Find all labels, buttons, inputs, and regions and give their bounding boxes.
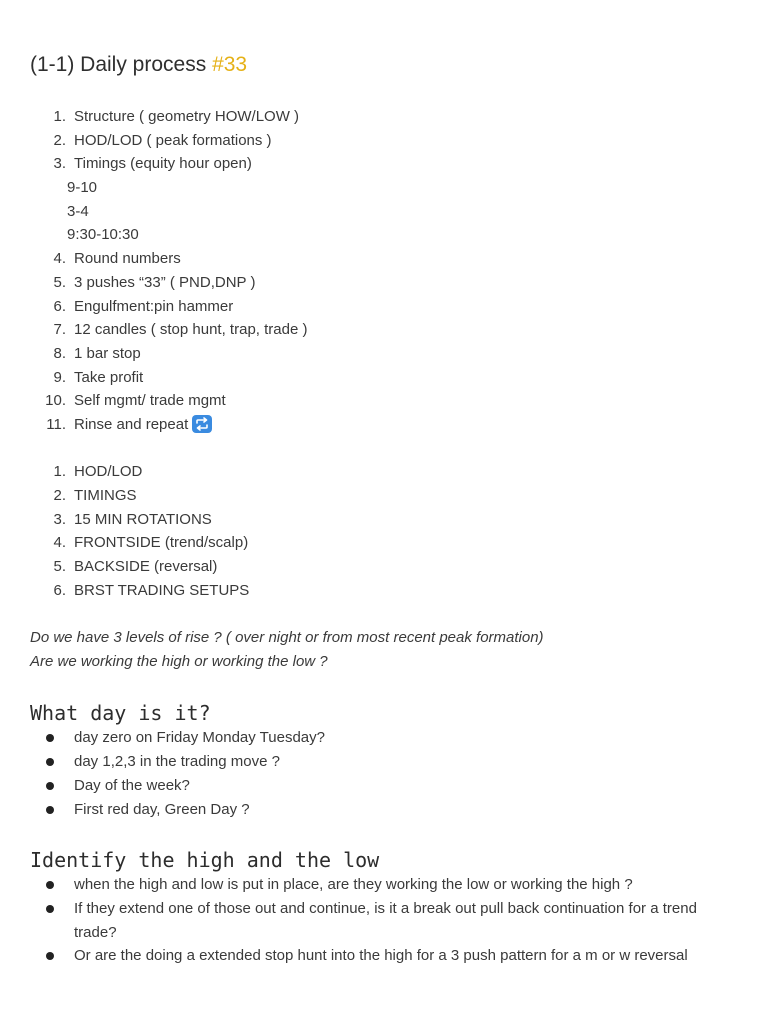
bullet-icon — [46, 734, 54, 742]
list-item — [30, 726, 738, 750]
list-text: Rinse and repeat — [74, 415, 189, 433]
list-text: Engulfment:pin hammer — [74, 297, 234, 315]
bullet-text: First red day, Green Day ? — [74, 800, 250, 818]
list-item — [30, 484, 738, 508]
list-number: 6. — [53, 581, 66, 599]
list-item — [30, 389, 738, 413]
list-text: Take profit — [74, 368, 144, 386]
list-item — [30, 774, 738, 798]
timing-line: 3-4 — [67, 202, 89, 220]
bullet-icon — [46, 881, 54, 889]
list-text: Self mgmt/ trade mgmt — [74, 392, 226, 410]
list-item — [30, 579, 738, 603]
page-title — [30, 52, 738, 78]
list-item — [30, 750, 738, 774]
list-item — [30, 247, 738, 271]
process-list-continued — [30, 247, 738, 437]
list-item — [30, 152, 738, 176]
bullet-icon — [46, 905, 54, 913]
list-item — [30, 413, 738, 437]
list-number: 6. — [53, 297, 66, 315]
list-item — [30, 531, 738, 555]
list-text: HOD/LOD — [74, 463, 143, 481]
spacer — [30, 437, 738, 461]
list-item — [30, 897, 738, 944]
list-number: 11. — [46, 415, 66, 433]
list-item — [30, 460, 738, 484]
list-item — [30, 271, 738, 295]
repeat-icon — [192, 415, 212, 433]
list-text: Round numbers — [74, 250, 181, 268]
list-item — [30, 129, 738, 153]
list-number: 5. — [53, 558, 66, 576]
bullet-text: Day of the week? — [74, 776, 190, 794]
list-item — [30, 555, 738, 579]
list-text: HOD/LOD ( peak formations ) — [74, 131, 272, 149]
focus-list — [30, 460, 738, 602]
bullet-icon — [46, 952, 54, 960]
list-number: 1. — [53, 463, 66, 481]
question-line: Are we working the high or working the low ? — [30, 653, 328, 671]
bullet-text: when the high and low is put in place, are they working the low or working the high ? — [74, 876, 633, 894]
bullet-icon — [46, 782, 54, 790]
bullet-icon — [46, 806, 54, 814]
day-bullets — [30, 726, 738, 821]
list-item — [30, 873, 738, 897]
list-text: 15 MIN ROTATIONS — [74, 510, 212, 528]
bullet-text: day 1,2,3 in the trading move ? — [74, 753, 280, 771]
list-number: 1. — [53, 108, 66, 125]
list-number: 8. — [53, 344, 66, 362]
title-tag: #33 — [212, 53, 248, 76]
list-text: 1 bar stop — [74, 344, 141, 362]
list-number: 2. — [53, 131, 66, 149]
list-item — [30, 366, 738, 390]
question-line: Do we have 3 levels of rise ? ( over night or from most recent peak formation) — [30, 629, 544, 647]
process-list — [30, 105, 738, 176]
list-text: FRONTSIDE (trend/scalp) — [74, 534, 249, 552]
section-heading-day: What day is it? — [30, 701, 211, 726]
high-low-bullets — [30, 873, 738, 968]
list-number: 3. — [53, 155, 66, 173]
list-item — [30, 342, 738, 366]
list-item — [30, 944, 738, 968]
bullet-text: If they extend one of those out and continue, is it a break out pull back continuation for a trend trade? — [74, 899, 697, 941]
list-text: Structure ( geometry HOW/LOW ) — [74, 108, 300, 125]
bullet-text: Or are the doing a extended stop hunt into the high for a 3 push pattern for a m or w reversal — [74, 947, 688, 965]
list-number: 4. — [53, 534, 66, 552]
bullet-icon — [46, 758, 54, 766]
list-item — [30, 508, 738, 532]
list-number: 9. — [53, 368, 66, 386]
list-item — [30, 105, 738, 129]
bullet-text: day zero on Friday Monday Tuesday? — [74, 729, 325, 747]
timing-line: 9-10 — [67, 179, 98, 197]
list-item — [30, 295, 738, 319]
title-text: (1-1) Daily process — [30, 53, 213, 76]
section-heading-high-low: Identify the high and the low — [30, 848, 380, 873]
list-text: TIMINGS — [74, 487, 137, 504]
list-number: 4. — [53, 250, 66, 268]
list-number: 7. — [53, 321, 66, 339]
list-text: BACKSIDE (reversal) — [74, 558, 218, 576]
spacer — [30, 602, 738, 626]
list-text: Timings (equity hour open) — [74, 155, 252, 173]
list-number: 3. — [53, 510, 66, 528]
list-number: 5. — [53, 273, 66, 291]
list-text: 12 candles ( stop hunt, trap, trade ) — [74, 321, 308, 339]
list-number: 10. — [45, 392, 66, 410]
list-number: 2. — [53, 487, 66, 504]
list-text: BRST TRADING SETUPS — [74, 581, 250, 599]
list-text: 3 pushes “33” ( PND,DNP ) — [74, 273, 256, 291]
list-item — [30, 798, 738, 822]
list-item — [30, 318, 738, 342]
timing-line: 9:30-10:30 — [67, 226, 139, 244]
